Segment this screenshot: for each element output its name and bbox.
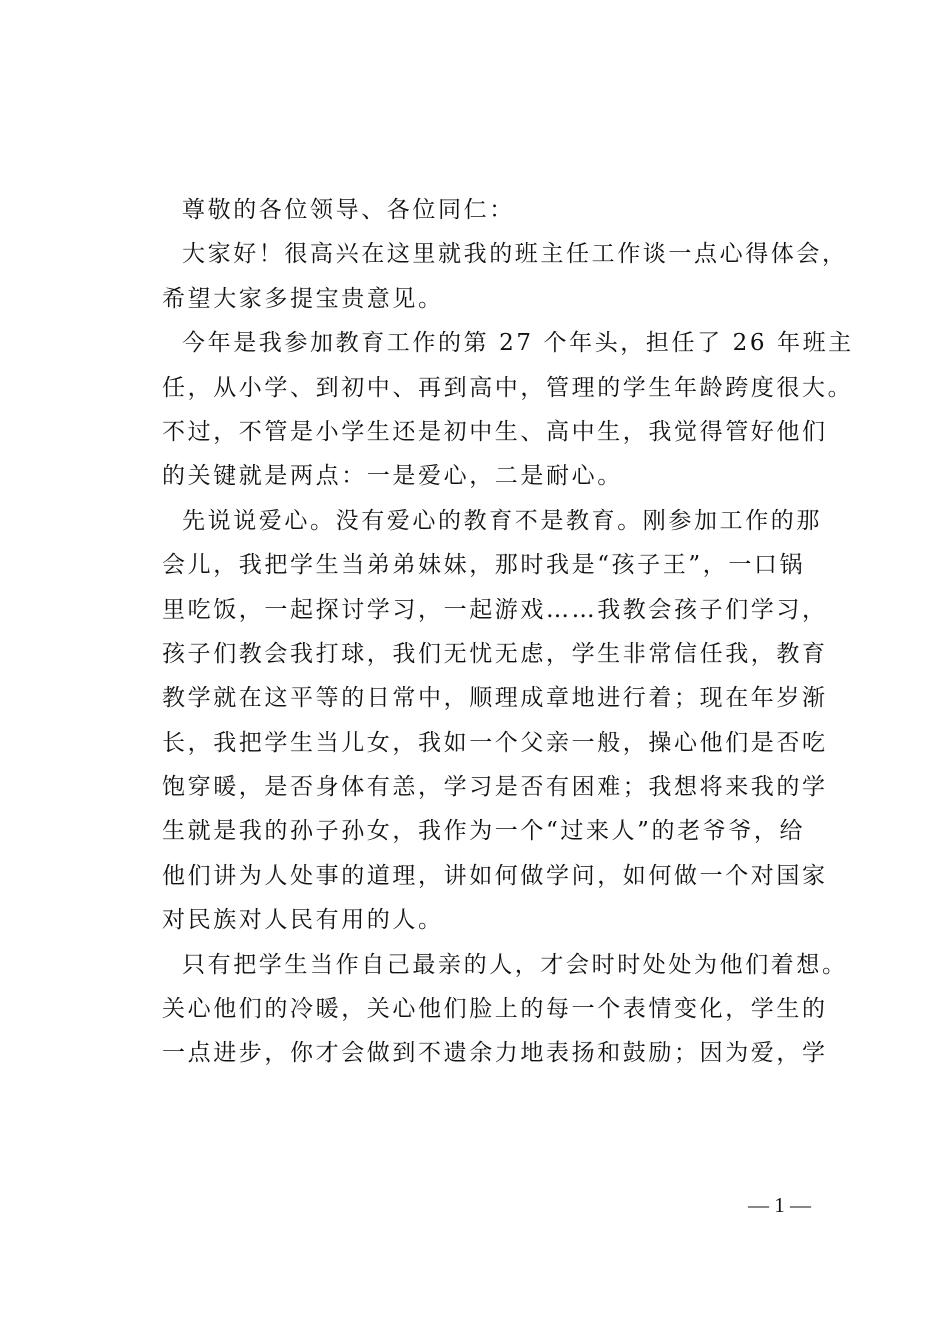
paragraph-line: 里吃饭，一起探讨学习，一起游戏……我教会孩子们学习， [162, 596, 828, 623]
paragraph-care [162, 943, 852, 1076]
paragraph-line: 孩子们教会我打球，我们无忧无虑，学生非常信任我，教育 [162, 640, 828, 667]
paragraph-line: 只有把学生当作自己最亲的人，才会时时处处为他们着想。 [182, 951, 848, 978]
document-body [162, 188, 852, 1076]
paragraph-line: 生就是我的孙子孙女，我作为一个“过来人”的老爷爷，给 [162, 818, 806, 845]
paragraph-line: 大家好！很高兴在这里就我的班主任工作谈一点心得体会， [182, 241, 848, 268]
page-number: — 1 — [748, 1193, 811, 1217]
paragraph-opening [162, 232, 852, 321]
paragraph-line: 不过，不管是小学生还是初中生、高中生，我觉得管好他们 [162, 418, 828, 445]
paragraph-line: 尊敬的各位领导、各位同仁： [182, 197, 515, 223]
paragraph-line: 对民族对人民有用的人。 [162, 907, 444, 934]
paragraph-line: 会儿，我把学生当弟弟妹妹，那时我是“孩子王”，一口锅 [162, 552, 806, 579]
paragraph-line: 任，从小学、到初中、再到高中，管理的学生年龄跨度很大。 [162, 374, 854, 401]
paragraph-line: 的关键就是两点：一是爱心，二是耐心。 [162, 463, 623, 490]
paragraph-greeting [162, 188, 852, 232]
paragraph-line: 一点进步，你才会做到不遗余力地表扬和鼓励；因为爱，学 [162, 1040, 828, 1067]
paragraph-line: 饱穿暖，是否身体有恙，学习是否有困难；我想将来我的学 [162, 774, 828, 801]
paragraph-line: 关心他们的冷暖，关心他们脸上的每一个表情变化，学生的 [162, 996, 828, 1023]
paragraph-line: 先说说爱心。没有爱心的教育不是教育。刚参加工作的那 [182, 507, 822, 534]
paragraph-line: 教学就在这平等的日常中，顺理成章地进行着；现在年岁渐 [162, 685, 828, 712]
paragraph-line: 他们讲为人处事的道理，讲如何做学问，如何做一个对国家 [162, 862, 828, 889]
paragraph-line: 希望大家多提宝贵意见。 [162, 285, 444, 312]
paragraph-love [162, 499, 852, 943]
paragraph-line: 长，我把学生当儿女，我如一个父亲一般，操心他们是否吃 [162, 729, 828, 756]
paragraph-experience [162, 321, 852, 499]
paragraph-line: 今年是我参加教育工作的第 27 个年头，担任了 26 年班主 [182, 330, 854, 357]
